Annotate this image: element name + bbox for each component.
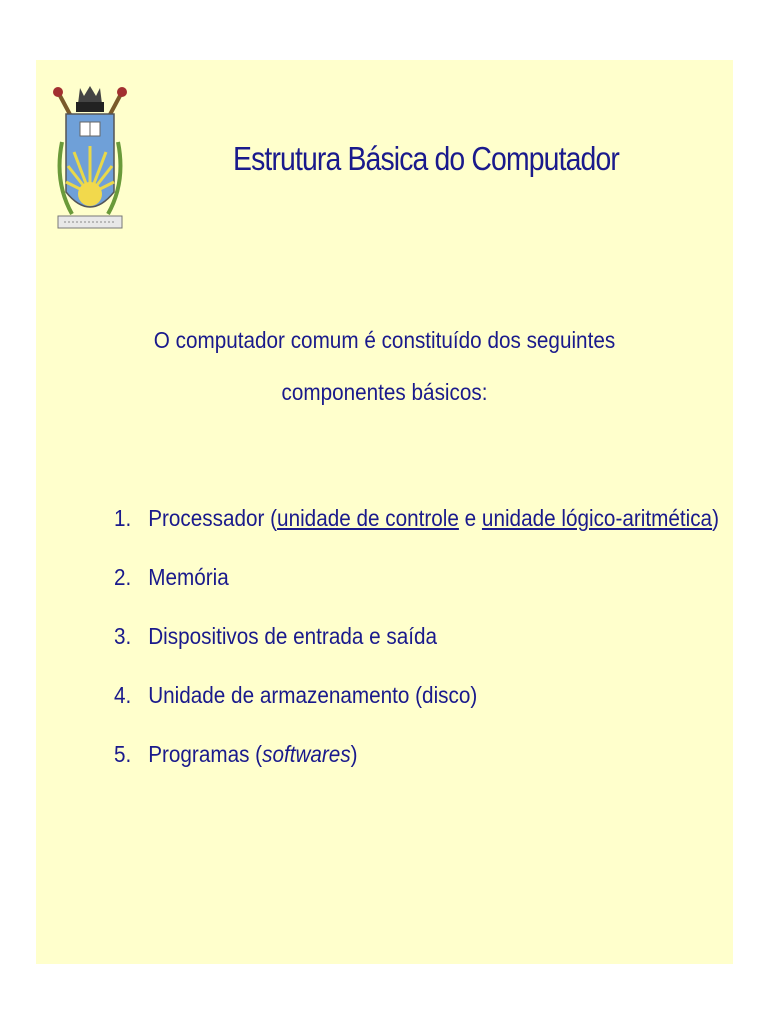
alu-link[interactable]: unidade lógico-aritmética — [481, 505, 713, 531]
list-item — [114, 732, 719, 791]
item-number: 2. — [114, 564, 132, 590]
item-number: 5. — [114, 741, 132, 767]
item-number: 3. — [114, 623, 132, 649]
item-text: Programas ( — [148, 741, 263, 767]
item-number: 4. — [114, 682, 132, 708]
intro-text: O computador comum é constituído dos seguintes componentes básicos: — [153, 327, 616, 405]
item-text: Processador ( — [148, 505, 278, 531]
slide-title: Estrutura Básica do Computador — [233, 140, 619, 177]
university-crest-icon — [52, 82, 128, 238]
list-item — [114, 673, 719, 732]
list-item — [114, 555, 719, 614]
item-text: Memória — [148, 564, 229, 590]
item-text: e — [458, 505, 482, 531]
control-unit-link[interactable]: unidade de controle — [277, 505, 459, 531]
item-number: 1. — [114, 505, 132, 531]
slide — [36, 60, 733, 964]
list-item — [114, 614, 719, 673]
item-text-italic: softwares — [262, 741, 351, 767]
item-text: ) — [350, 741, 358, 767]
components-list — [114, 496, 719, 791]
item-text: Dispositivos de entrada e saída — [148, 623, 438, 649]
item-text: ) — [712, 505, 719, 531]
item-text: Unidade de armazenamento (disco) — [148, 682, 478, 708]
list-item — [114, 496, 719, 555]
